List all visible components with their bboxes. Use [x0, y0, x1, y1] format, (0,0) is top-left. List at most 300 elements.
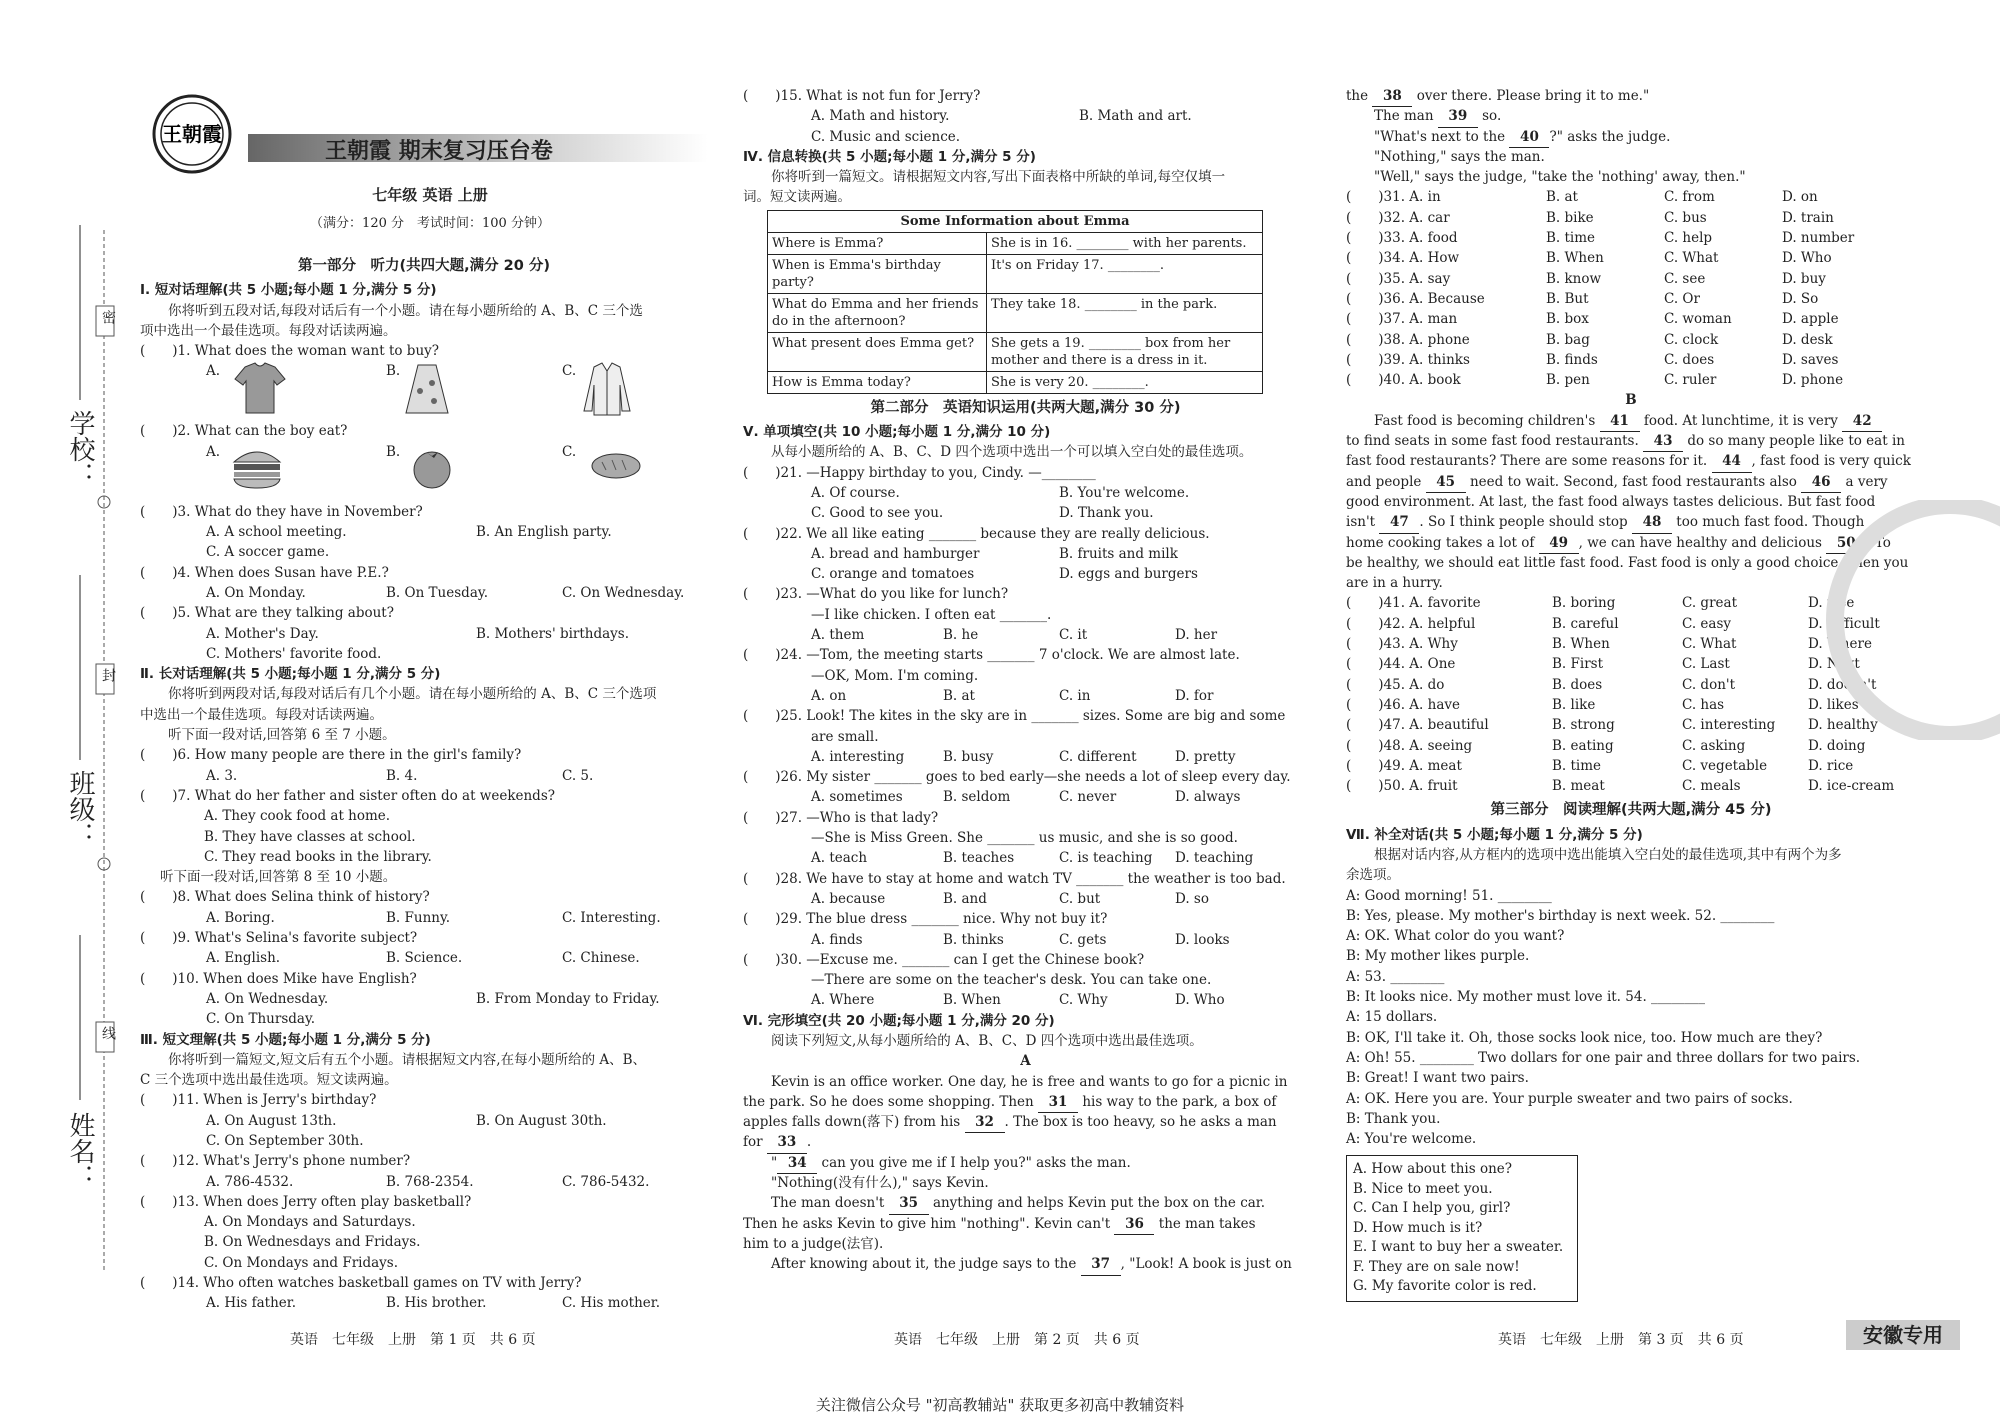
- option: B. They have classes at school.: [204, 828, 416, 845]
- table-cell: When is Emma's birthday party?: [768, 254, 987, 293]
- option: D. buy: [1782, 270, 1826, 287]
- option: ( )39. A. thinks: [1346, 351, 1470, 368]
- text: Then he asks Kevin to give him "nothing". Kevin can't: [743, 1215, 1111, 1232]
- q29-opts: [743, 930, 1308, 950]
- instruction: 项中选出一个最佳选项。每段对话读两遍。: [140, 322, 397, 339]
- option: D. train: [1782, 209, 1834, 226]
- instruction: 余选项。: [1346, 867, 1400, 884]
- option: D. free: [1808, 595, 1855, 612]
- option: A. Mother's Day.: [206, 625, 319, 642]
- q49-row: [1346, 756, 1916, 776]
- option: D. for: [1175, 687, 1214, 704]
- blank-49: 49: [1539, 533, 1579, 554]
- option: D. eggs and burgers: [1059, 566, 1198, 583]
- part2-title: 第二部分 英语知识运用(共两大题,满分 30 分): [870, 399, 1181, 416]
- question-line: are small.: [811, 728, 879, 745]
- q34-row: [1346, 248, 1916, 268]
- option: B. But: [1546, 290, 1589, 307]
- option: C. Chinese.: [562, 950, 640, 967]
- option: C. asking: [1682, 737, 1746, 754]
- option: C. gets: [1059, 931, 1107, 948]
- option: C. Interesting.: [562, 909, 661, 926]
- passage-line: " 34 can you give me if I help you?" asks the man.: [743, 1153, 1308, 1173]
- option: B. Funny.: [386, 909, 451, 926]
- option: C. ruler: [1664, 372, 1717, 389]
- option: D. desk: [1782, 331, 1833, 348]
- option: B. pen: [1546, 372, 1590, 389]
- option: B. When: [943, 992, 1001, 1009]
- passage-line: [743, 1112, 1308, 1132]
- option: C. orange and tomatoes: [811, 566, 975, 583]
- option: B. careful: [1552, 615, 1619, 632]
- column-1: [140, 252, 708, 1314]
- question-23: ( )23. —What do you like for lunch?: [743, 586, 1009, 603]
- brand-seal-icon: [150, 92, 250, 192]
- option: C. interesting: [1682, 717, 1776, 734]
- option: C. vegetable: [1682, 757, 1768, 774]
- option: B. eating: [1552, 737, 1614, 754]
- question-29: ( )29. The blue dress _______ nice. Why not buy it?: [743, 911, 1108, 928]
- option: C. see: [1664, 270, 1706, 287]
- dialogue-line: A: You're welcome.: [1346, 1131, 1477, 1148]
- option: A. teach: [811, 850, 868, 867]
- q31-row: [1346, 187, 1916, 207]
- option: B. busy: [943, 748, 994, 765]
- column-2: [743, 86, 1308, 1275]
- option-label: A.: [206, 443, 221, 460]
- passage-line: [1346, 472, 1916, 492]
- option: C. 5.: [562, 767, 594, 784]
- text: . So I think people should stop: [1419, 514, 1628, 531]
- text: apples falls down(落下) from his: [743, 1114, 961, 1131]
- question-1: ( )1. What does the woman want to buy?: [140, 343, 439, 360]
- option: C. it: [1059, 627, 1088, 644]
- passage-line: [1346, 106, 1916, 126]
- passage-line: [743, 1214, 1308, 1234]
- instruction: 你将听到五段对话,每段对话后有一个小题。请在每小题所给的 A、B、C 三个选: [168, 302, 643, 319]
- option: B. strong: [1552, 717, 1615, 734]
- option: B. know: [1546, 270, 1602, 287]
- table-cell: What do Emma and her friends do in the afternoon?: [768, 293, 987, 332]
- option: C. Last: [1682, 656, 1730, 673]
- footer-page-1: 英语 七年级 上册 第 1 页 共 6 页: [290, 1332, 536, 1348]
- option: B. teaches: [943, 850, 1015, 867]
- option: ( )35. A. say: [1346, 270, 1451, 287]
- option: B. at: [943, 687, 975, 704]
- option: B. time: [1546, 230, 1596, 247]
- q50-row: [1346, 776, 1916, 796]
- option: ( )40. A. book: [1346, 372, 1461, 389]
- passage-line: [1346, 411, 1916, 431]
- box-option: G. My favorite color is red.: [1353, 1278, 1537, 1295]
- passage-line: [743, 1254, 1308, 1274]
- option: D. Where: [1808, 636, 1872, 653]
- option: ( )41. A. favorite: [1346, 595, 1481, 612]
- blank-37: 37: [1081, 1254, 1121, 1275]
- seal-feng: 封: [100, 668, 116, 682]
- option: B. Science.: [386, 950, 463, 967]
- text: . To: [1866, 534, 1891, 551]
- hamburger-icon: [230, 442, 284, 492]
- blank-41: 41: [1600, 411, 1640, 432]
- text: The man doesn't: [771, 1195, 885, 1212]
- option: D. pretty: [1175, 748, 1236, 765]
- section1-title: Ⅰ. 短对话理解(共 5 小题;每小题 1 分,满分 5 分): [140, 282, 437, 299]
- question-30: ( )30. —Excuse me. _______ can I get the Chinese book?: [743, 951, 1145, 968]
- option: B. box: [1546, 311, 1589, 328]
- table-cell: She is in 16. ________ with her parents.: [987, 232, 1263, 254]
- option: C. meals: [1682, 778, 1741, 795]
- text: , we can have healthy and delicious: [1578, 534, 1822, 551]
- shirt-icon: [580, 361, 634, 419]
- brand-seal-text: 王朝霞: [162, 122, 222, 146]
- passage-line: good environment. At last, the fast food always tastes delicious. But fast food: [1346, 493, 1876, 510]
- text: ?" asks the judge.: [1549, 128, 1671, 145]
- option: C. A soccer game.: [206, 544, 330, 561]
- blank-36: 36: [1114, 1214, 1154, 1235]
- question-4-options: [140, 583, 708, 603]
- class-label: 班级：: [65, 770, 95, 848]
- text: the park. So he does some shopping. Then: [743, 1093, 1034, 1110]
- option: D. rice: [1808, 757, 1854, 774]
- option: C. don't: [1682, 676, 1736, 693]
- part1-title: 第一部分 听力(共四大题,满分 20 分): [297, 258, 551, 274]
- option: B. 4.: [386, 767, 418, 784]
- q40-row: [1346, 370, 1916, 390]
- option: C. They read books in the library.: [204, 848, 432, 865]
- option: C. 786-5432.: [562, 1173, 650, 1190]
- watermark-icon: [1800, 500, 2000, 740]
- question-12-options: [140, 1172, 708, 1192]
- text: to find seats in some fast food restaurants.: [1346, 433, 1639, 450]
- table-cell: She gets a 19. ________ box from her mother and there is a dress in it.: [987, 332, 1263, 371]
- passage-label: A: [1020, 1053, 1031, 1070]
- text: for: [743, 1134, 763, 1151]
- option: D. Who: [1782, 250, 1832, 267]
- dialogue-line: A: 15 dollars.: [1346, 1009, 1438, 1026]
- q32-row: [1346, 208, 1916, 228]
- question-line: —She is Miss Green. She _______ us music, and she is so good.: [811, 830, 1238, 847]
- option: D. Who: [1175, 992, 1225, 1009]
- option: D. Next: [1808, 656, 1860, 673]
- option: C. Or: [1664, 290, 1700, 307]
- option: B. at: [1546, 189, 1578, 206]
- option: B. First: [1552, 656, 1603, 673]
- question-4: ( )4. When does Susan have P.E.?: [140, 564, 389, 581]
- option: ( )50. A. fruit: [1346, 778, 1458, 795]
- text: the man takes: [1158, 1215, 1256, 1232]
- option: C. has: [1682, 696, 1725, 713]
- instruction: 你将听到两段对话,每段对话后有几个小题。请在每小题所给的 A、B、C 三个选项: [168, 686, 657, 703]
- option: A. 786-4532.: [206, 1173, 294, 1190]
- option: C. great: [1682, 595, 1737, 612]
- dialogue-line: B: OK, I'll take it. Oh, those socks look nice, too. How much are they?: [1346, 1029, 1823, 1046]
- option: A. finds: [811, 931, 863, 948]
- blank-44: 44: [1712, 451, 1752, 472]
- blank-38: 38: [1372, 86, 1412, 107]
- option: C. is teaching: [1059, 850, 1153, 867]
- question-24: ( )24. —Tom, the meeting starts _______ 7 o'clock. We are almost late.: [743, 647, 1240, 664]
- option: A. They cook food at home.: [204, 808, 391, 825]
- q21-opts: [743, 483, 1308, 503]
- dialogue-line: A: Oh! 55. ________ Two dollars for one pair and three dollars for two pairs.: [1346, 1049, 1861, 1066]
- option: B. time: [1552, 757, 1602, 774]
- region-badge: 安徽专用: [1846, 1320, 1960, 1350]
- question-8: ( )8. What does Selina think of history?: [140, 889, 430, 906]
- option: D. doing: [1808, 737, 1866, 754]
- question-5-options-2: [140, 644, 708, 664]
- option: B. finds: [1546, 351, 1598, 368]
- instruction: 你将听到一篇短文。请根据短文内容,写出下面表格中所缺的单词,每空仅填一: [771, 169, 1226, 186]
- q24-opts: [743, 686, 1308, 706]
- text: anything and helps Kevin put the box on the car.: [932, 1195, 1266, 1212]
- blank-35: 35: [889, 1193, 929, 1214]
- question-11-options-2: [140, 1131, 708, 1151]
- instruction: 中选出一个最佳选项。每段对话读两遍。: [140, 706, 383, 723]
- option: A. Math and history.: [811, 108, 950, 125]
- option: C. On Mondays and Fridays.: [204, 1254, 399, 1271]
- option: B. Mothers' birthdays.: [476, 625, 630, 642]
- blank-33: 33: [767, 1132, 807, 1153]
- table-cell: What present does Emma get?: [768, 332, 987, 371]
- footer-page-3: 英语 七年级 上册 第 3 页 共 6 页: [1498, 1332, 1744, 1348]
- section6-title: Ⅵ. 完形填空(共 20 小题;每小题 1 分,满分 20 分): [743, 1012, 1055, 1029]
- passage-line: [1346, 431, 1916, 451]
- option: A. English.: [206, 950, 281, 967]
- option: ( )37. A. man: [1346, 311, 1458, 328]
- passage-line: "Well," says the judge, "take the 'nothing' away, then.": [1374, 169, 1746, 186]
- option: A. His father.: [206, 1295, 297, 1312]
- text: fast food restaurants? There are some reasons for it.: [1346, 453, 1708, 470]
- text: too much fast food. Though: [1676, 514, 1865, 531]
- option: D. So: [1782, 290, 1819, 307]
- question-line: —There are some on the teacher's desk. You can take one.: [811, 972, 1212, 989]
- question-3: ( )3. What do they have in November?: [140, 503, 423, 520]
- box-option: A. How about this one?: [1353, 1161, 1513, 1178]
- option: B. On August 30th.: [476, 1112, 607, 1129]
- text: Fast food is becoming children's: [1374, 412, 1596, 429]
- question-9-options: [140, 948, 708, 968]
- option: ( )38. A. phone: [1346, 331, 1470, 348]
- option: C. from: [1664, 189, 1715, 206]
- info-table: [767, 210, 1263, 394]
- tomato-icon: [410, 442, 454, 492]
- option: A. Where: [811, 992, 875, 1009]
- tshirt-icon: [230, 361, 290, 415]
- text: After knowing about it, the judge says to the: [771, 1256, 1077, 1273]
- exam-title: [325, 134, 553, 165]
- option: ( )36. A. Because: [1346, 290, 1485, 307]
- option: D. always: [1175, 789, 1241, 806]
- question-line: —OK, Mom. I'm coming.: [811, 667, 979, 684]
- option: C. help: [1664, 230, 1713, 247]
- text: a very: [1845, 473, 1888, 490]
- q25-opts: [743, 747, 1308, 767]
- instruction: 听下面一段对话,回答第 6 至 7 小题。: [168, 727, 396, 744]
- passage-line: [743, 1193, 1308, 1213]
- option: C. but: [1059, 890, 1101, 907]
- option: D. number: [1782, 230, 1855, 247]
- question-27: ( )27. —Who is that lady?: [743, 809, 939, 826]
- question-11: ( )11. When is Jerry's birthday?: [140, 1092, 377, 1109]
- table-cell: How is Emma today?: [768, 371, 987, 393]
- dialogue-line: A: 53. ________: [1346, 968, 1445, 985]
- option-box: [1346, 1155, 1578, 1302]
- option: C. Mothers' favorite food.: [206, 645, 382, 662]
- q35-row: [1346, 269, 1916, 289]
- option: C. easy: [1682, 615, 1732, 632]
- question-10-options: [140, 989, 708, 1009]
- text: home cooking takes a lot of: [1346, 534, 1535, 551]
- option: D. phone: [1782, 372, 1844, 389]
- option: C. Why: [1059, 992, 1108, 1009]
- option: A. On August 13th.: [206, 1112, 337, 1129]
- binding-margin: [0, 0, 140, 1416]
- question-8-options: [140, 908, 708, 928]
- bread-icon: [588, 442, 644, 482]
- table-row: [768, 232, 1263, 254]
- option: A. 3.: [206, 767, 238, 784]
- option: D. difficult: [1808, 615, 1880, 632]
- dialogue-line: A: Good morning! 51. ________: [1346, 887, 1552, 904]
- option: D. teaching: [1175, 850, 1254, 867]
- blank-40: 40: [1509, 127, 1549, 148]
- option: ( )31. A. in: [1346, 189, 1441, 206]
- option: D. her: [1175, 627, 1218, 644]
- text: "What's next to the: [1374, 128, 1506, 145]
- option: B. On Tuesday.: [386, 584, 488, 601]
- option: ( )46. A. have: [1346, 696, 1460, 713]
- option: C. in: [1059, 687, 1091, 704]
- option: B. You're welcome.: [1059, 484, 1190, 501]
- option: A. Of course.: [811, 484, 900, 501]
- text: , "Look! A book is just on: [1120, 1256, 1292, 1273]
- passage-line: [1346, 127, 1916, 147]
- option: B. he: [943, 627, 979, 644]
- option: B. boring: [1552, 595, 1616, 612]
- question-15: ( )15. What is not fun for Jerry?: [743, 88, 981, 104]
- section5-title: Ⅴ. 单项填空(共 10 小题;每小题 1 分,满分 10 分): [743, 424, 1051, 441]
- dialogue-line: B: My mother likes purple.: [1346, 948, 1530, 965]
- box-option: C. Can I help you, girl?: [1353, 1200, 1511, 1217]
- text: isn't: [1346, 514, 1376, 531]
- section4-title: Ⅳ. 信息转换(共 5 小题;每小题 1 分,满分 5 分): [743, 148, 1036, 165]
- option: A. because: [811, 890, 886, 907]
- passage-line: [743, 1092, 1308, 1112]
- option: A. on: [811, 687, 847, 704]
- q28-opts: [743, 889, 1308, 909]
- box-option: B. Nice to meet you.: [1353, 1180, 1493, 1197]
- instruction: 听下面一段对话,回答第 8 至 10 小题。: [160, 869, 397, 886]
- passage-line: "Nothing," says the man.: [1374, 148, 1545, 165]
- option: C. does: [1664, 351, 1715, 368]
- question-3-options: [140, 522, 708, 542]
- text: and people: [1346, 473, 1422, 490]
- question-line: —I like chicken. I often eat _______.: [811, 606, 1052, 623]
- q37-row: [1346, 309, 1916, 329]
- option: ( )47. A. beautiful: [1346, 717, 1489, 734]
- option: B. fruits and milk: [1059, 545, 1178, 562]
- question-14: ( )14. Who often watches basketball games on TV with Jerry?: [140, 1275, 582, 1292]
- option: B. Math and art.: [1079, 108, 1192, 125]
- option: D. saves: [1782, 351, 1839, 368]
- question-5-options: [140, 624, 708, 644]
- option: ( )43. A. Why: [1346, 636, 1458, 653]
- q21-opts-2: [743, 503, 1308, 523]
- option: A. On Monday.: [206, 584, 306, 601]
- instruction: 词。短文读两遍。: [743, 189, 851, 206]
- option: C. What: [1682, 636, 1737, 653]
- option: C. bus: [1664, 209, 1707, 226]
- option: B. bike: [1546, 209, 1594, 226]
- blank-31: 31: [1038, 1092, 1078, 1113]
- q22-opts-2: [743, 564, 1308, 584]
- question-10: ( )10. When does Mike have English?: [140, 970, 417, 987]
- text: so.: [1482, 108, 1502, 125]
- option-label: C.: [562, 443, 577, 460]
- option: ( )34. A. How: [1346, 250, 1460, 267]
- q38-row: [1346, 330, 1916, 350]
- option: D. likes: [1808, 696, 1859, 713]
- table-cell: They take 18. ________ in the park.: [987, 293, 1263, 332]
- instruction: 阅读下列短文,从每小题所给的 A、B、C、D 四个选项中选出最佳选项。: [771, 1032, 1203, 1049]
- option: C. never: [1059, 789, 1117, 806]
- option: B. bag: [1546, 331, 1590, 348]
- q27-opts: [743, 848, 1308, 868]
- seal-mi: 密: [100, 310, 116, 324]
- option: A. them: [811, 627, 865, 644]
- question-28: ( )28. We have to stay at home and watch TV _______ the weather is too bad.: [743, 870, 1286, 887]
- dialogue-line: A: OK. What color do you want?: [1346, 928, 1565, 945]
- question-11-options: [140, 1111, 708, 1131]
- question-5: ( )5. What are they talking about?: [140, 605, 394, 622]
- option: D. looks: [1175, 931, 1230, 948]
- question-1-options: [140, 361, 708, 421]
- option: B. From Monday to Friday.: [476, 990, 660, 1007]
- section7-title: Ⅶ. 补全对话(共 5 小题;每小题 1 分,满分 5 分): [1346, 826, 1643, 843]
- option: C. different: [1059, 748, 1137, 765]
- option-label: B.: [386, 443, 401, 460]
- dialogue-line: B: Great! I want two pairs.: [1346, 1070, 1529, 1087]
- option: ( )45. A. do: [1346, 676, 1445, 693]
- q36-row: [1346, 289, 1916, 309]
- option: A. On Wednesday.: [206, 990, 329, 1007]
- option: B. thinks: [943, 931, 1004, 948]
- option-label: A.: [206, 363, 221, 380]
- text: over there. Please bring it to me.": [1416, 88, 1650, 104]
- question-6: ( )6. How many people are there in the girl's family?: [140, 747, 522, 764]
- table-title: Some Information about Emma: [768, 210, 1263, 232]
- option: D. healthy: [1808, 717, 1878, 734]
- option: D. Thank you.: [1059, 505, 1154, 522]
- question-14-options: [140, 1293, 708, 1313]
- option: C. On September 30th.: [206, 1132, 364, 1149]
- instruction: 你将听到一篇短文,短文后有五个小题。请根据短文内容,在每小题所给的 A、B、: [168, 1051, 647, 1068]
- blank-43: 43: [1643, 431, 1683, 452]
- option: C. clock: [1664, 331, 1719, 348]
- table-cell: She is very 20. ________.: [987, 371, 1263, 393]
- question-6-options: [140, 766, 708, 786]
- box-option: E. I want to buy her a sweater.: [1353, 1239, 1564, 1256]
- passage-line: for 33 .: [743, 1132, 1308, 1152]
- bottom-note: 关注微信公众号 "初高教辅站" 获取更多初高中教辅资料: [815, 1396, 1185, 1414]
- dialogue-line: B: Thank you.: [1346, 1110, 1441, 1127]
- q26-opts: [743, 787, 1308, 807]
- option: C. Music and science.: [811, 128, 961, 145]
- option: C. On Thursday.: [206, 1011, 316, 1028]
- name-label: 姓名：: [65, 1112, 95, 1190]
- footer-page-2: 英语 七年级 上册 第 2 页 共 6 页: [894, 1332, 1140, 1348]
